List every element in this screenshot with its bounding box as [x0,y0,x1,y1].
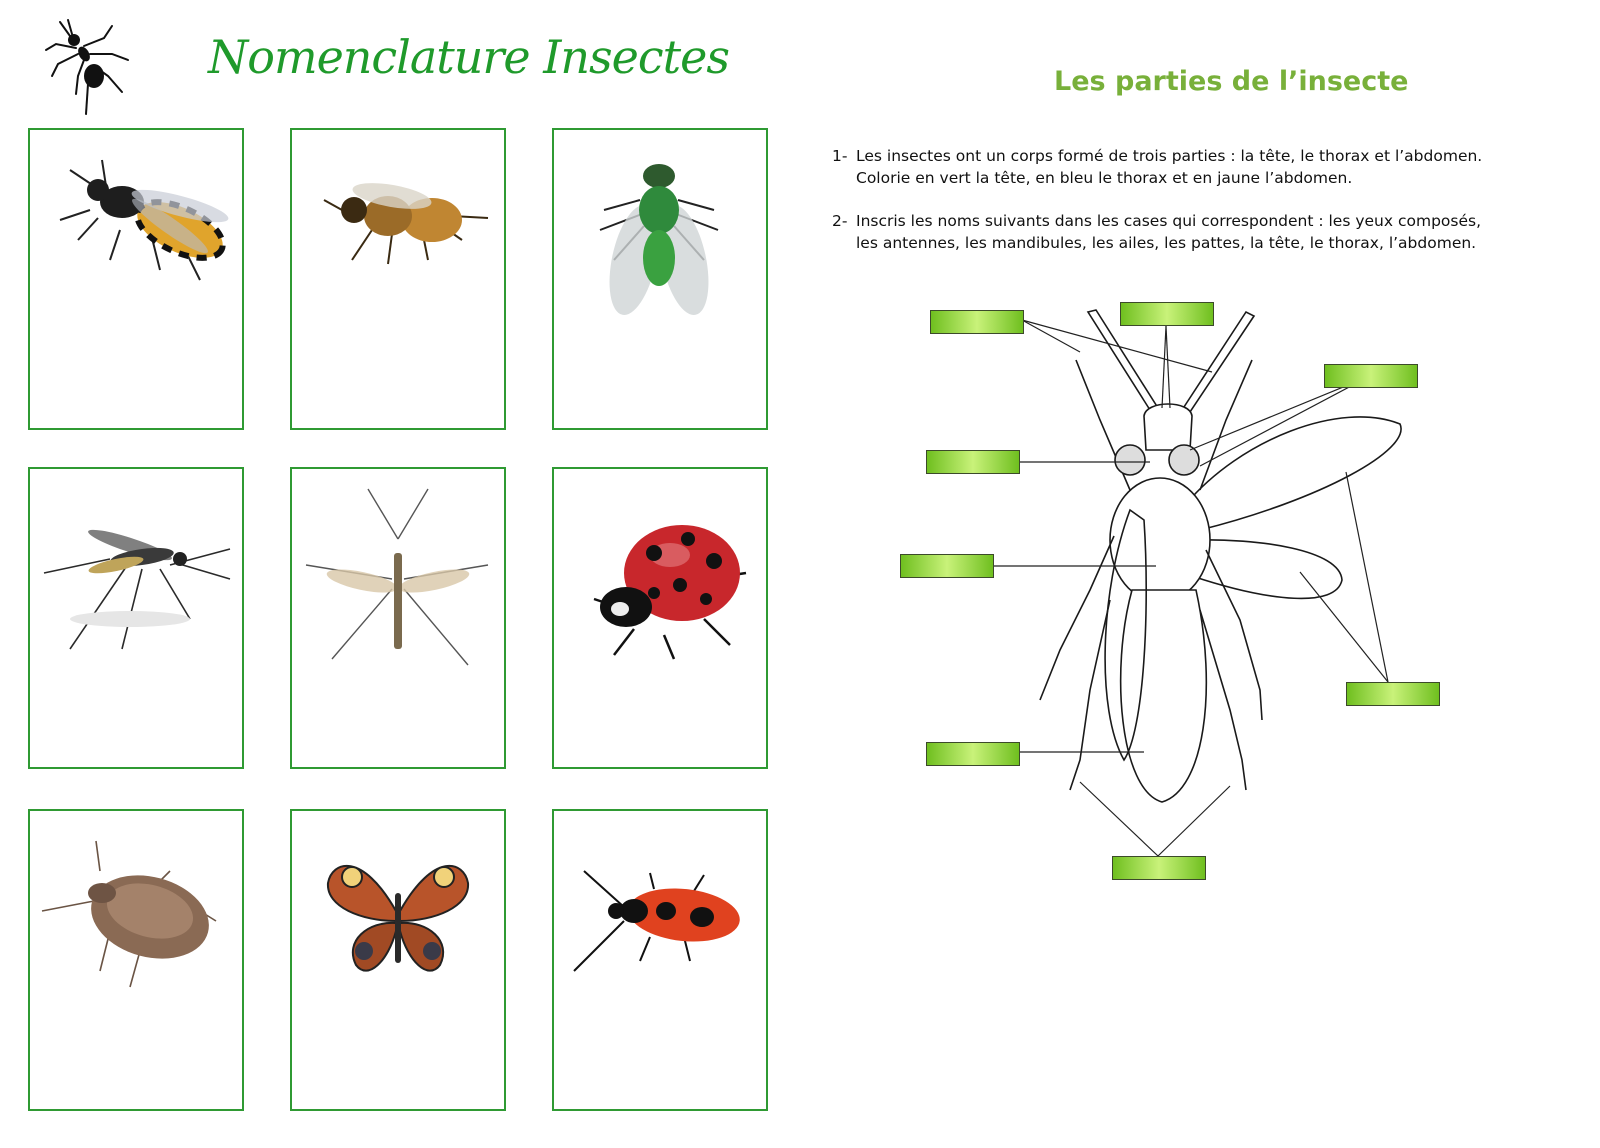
stink-bug-icon [30,811,242,1109]
butterfly-icon [292,811,504,1109]
ant-icon [38,14,134,118]
label-box[interactable] [926,742,1020,766]
instruction-2 [832,210,1556,254]
ladybug-icon [554,469,766,767]
section-title: Les parties de l’insecte [1054,66,1409,97]
instruction-line: Inscris les noms suivants dans les cases qui correspondent : les yeux composés, [856,212,1482,230]
insect-card [290,809,506,1111]
instruction-number: 1- [832,147,848,165]
insect-card [552,809,768,1111]
instruction-line: Colorie en vert la tête, en bleu le thorax et en jaune l’abdomen. [856,169,1353,187]
label-box[interactable] [926,450,1020,474]
instruction-line: Les insectes ont un corps formé de trois parties : la tête, le thorax et l’abdomen. [856,147,1483,165]
insect-card [290,128,506,430]
label-box[interactable] [1346,682,1440,706]
mosquito-icon [30,469,242,767]
fly-icon [554,130,766,428]
insect-card [552,467,768,769]
firebug-icon [554,811,766,1109]
insect-card [552,128,768,430]
instruction-number: 2- [832,212,848,230]
wasp-icon [30,130,242,428]
label-box[interactable] [1324,364,1418,388]
instruction-line: les antennes, les mandibules, les ailes, les pattes, la tête, le thorax, l’abdomen. [856,234,1477,252]
main-title: Nomenclature Insectes [208,30,729,84]
bee-icon [292,130,504,428]
label-box[interactable] [1120,302,1214,326]
insect-card [290,467,506,769]
crane-fly-icon [292,469,504,767]
insect-card [28,467,244,769]
label-box[interactable] [930,310,1024,334]
label-box[interactable] [900,554,994,578]
label-box[interactable] [1112,856,1206,880]
insect-card [28,128,244,430]
instruction-1 [832,145,1556,189]
insect-card [28,809,244,1111]
